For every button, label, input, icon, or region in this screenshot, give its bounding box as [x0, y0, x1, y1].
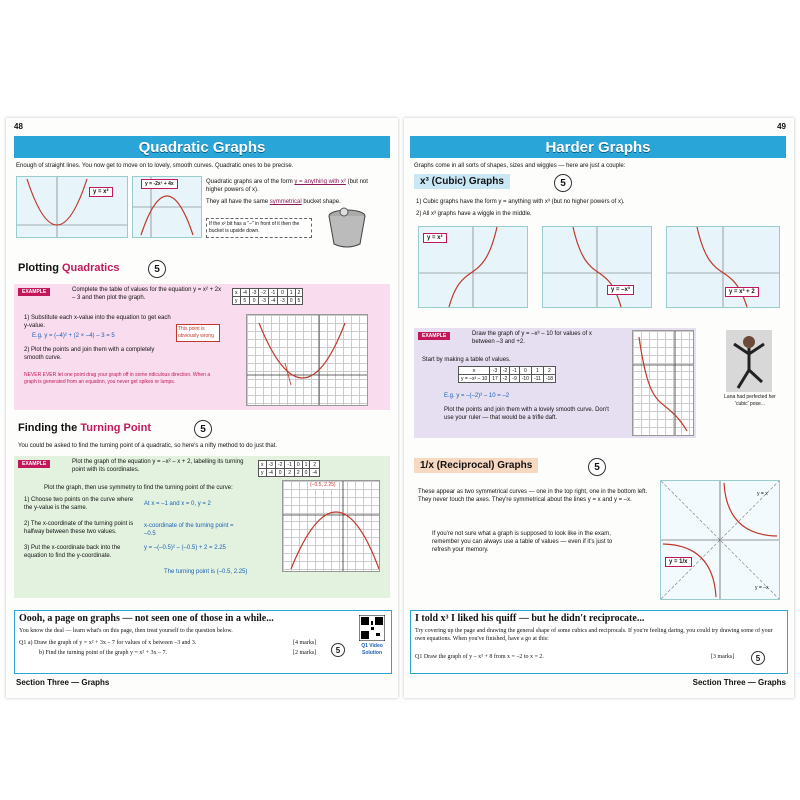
section-footer: Section Three — Graphs [16, 678, 110, 687]
left-page [6, 118, 398, 698]
reciprocal-tip: If you're not sure what a graph is supposed to look like in the exam, remember you can always use a table of values — even if it's just to refresh your memory. [432, 531, 613, 553]
step-1: 1) Substitute each x-value into the equation to get each y-value. [24, 315, 171, 329]
grade-badge: 5 [148, 260, 166, 278]
bucket-note: If the x² bit has a "–" in front of it then the bucket is upside down. [206, 218, 312, 238]
step-1: 1) Choose two points on the curve where the y-value is the same. [24, 497, 134, 511]
bucket-icon [324, 206, 370, 248]
step-2-answer: x-coordinate of the turning point = –0.5 [144, 523, 234, 537]
step-1-example: E.g. y = (–4)² + (2 × –4) – 3 = 5 [32, 333, 115, 339]
intro-text: Graphs come in all sorts of shapes, sizes and wiggles — here are just a couple: [414, 163, 626, 169]
example-tag: EXAMPLE [18, 460, 50, 468]
intro-text: Enough of straight lines. You now get to move on to lovely, smooth curves. Quadratic ones to be precise. [16, 163, 294, 169]
section-title-reciprocal: 1/x (Reciprocal) Graphs [414, 458, 538, 473]
photo-caption: Lana had perfected her 'cubic' pose... [724, 394, 776, 407]
example-tag: EXAMPLE [418, 332, 450, 340]
graph-label: y = x² [89, 187, 113, 197]
grade-badge: 5 [588, 458, 606, 476]
grade-badge: 5 [331, 643, 345, 657]
never-ever-note: NEVER EVER let one point drag your graph off in some ridiculous direction. When a graph is generated from an equation, you never get spikes or lumps. [24, 372, 211, 385]
cubic-point-2: 2) All x³ graphs have a wiggle in the middle. [416, 211, 532, 217]
section-title-cubic: x³ (Cubic) Graphs [414, 174, 510, 189]
example-question: Plot the graph of the equation y = –x² – x + 2, labelling its turning point with its coordinates. [72, 459, 244, 473]
question-1a: Q1 a) Draw the graph of y = x² + 3x – 7 for values of x between –3 and 3. [19, 640, 197, 646]
example-box-plotting [14, 284, 390, 410]
qr-caption: Q1 Video Solution [361, 643, 383, 656]
grade-badge: 5 [194, 420, 212, 438]
graph-label: y = -2x² + 4x [141, 179, 178, 189]
graph-cubic-1 [418, 226, 528, 308]
question-1a-marks: [4 marks] [293, 640, 317, 646]
cubic-down-icon [543, 227, 651, 307]
graph-label: y = x³ + 2 [725, 287, 759, 297]
value-table: x -3 -2 -1 0 1 2 y -4 0 2 2 0 -4 [258, 460, 320, 477]
page-title: Harder Graphs [410, 136, 786, 158]
footer-box [410, 610, 788, 674]
line-label: y = –x [755, 585, 769, 591]
shape-text: They all have the same symmetrical bucket shape. [206, 199, 341, 205]
plot-grid [632, 330, 694, 436]
cubic-point-1: 1) Cubic graphs have the form y = anything with x³ (but no higher powers of x). [416, 199, 625, 205]
question-1b-marks: [2 marks] [293, 650, 317, 656]
form-text: Quadratic graphs are of the form y = anything with x² (but not higher powers of x). [206, 179, 368, 193]
graph-label: y = –x³ [607, 285, 634, 295]
turning-intro: You could be asked to find the turning point of a quadratic, so here's a nifty method to do just that. [18, 443, 278, 449]
footer-text: Try covering up the page and drawing the general shape of some cubics and reciprocals. If you're feeling daring, you could try drawing some of your own equations. When you've finished, have a go at this: [415, 628, 773, 642]
graph-cubic-2 [542, 226, 652, 308]
value-table: x -3 -2 -1 0 1 2 y = –x³ – 10 17 -2 -9 -10 -11 -18 [458, 366, 556, 383]
plot-grid [282, 480, 380, 572]
turning-method-intro: Plot the graph, then use symmetry to find the turning point of the curve: [44, 485, 233, 491]
step-3: 3) Put the x-coordinate back into the equation to find the y-coordinate. [24, 545, 121, 559]
graph-cubic-3 [666, 226, 780, 308]
footer-title: Oooh, a page on graphs — not seen one of those in a while... [19, 613, 274, 624]
example-box-cubic [414, 328, 696, 438]
right-page [404, 118, 794, 698]
grade-badge: 5 [751, 651, 765, 665]
step-2: 2) Plot the points and join them with a completely smooth curve. [24, 347, 155, 361]
table-instruction: Start by making a table of values. [422, 357, 511, 363]
section-title-turning: Finding the Turning Point [18, 422, 151, 434]
page-title: Quadratic Graphs [14, 136, 390, 158]
turning-point-label: (–0.5, 2.25) [310, 482, 336, 488]
graph-reciprocal [660, 480, 780, 600]
value-table: x -4 -3 -2 -1 0 1 2 y 5 0 -3 -4 -3 0 5 [232, 288, 303, 305]
section-footer: Section Three — Graphs [692, 678, 786, 687]
graph-x-squared [16, 176, 128, 238]
footer-title: I told x³ I liked his quiff — but he didn't reciprocate... [415, 613, 645, 624]
step-1-answer: At x = –1 and x = 0, y = 2 [144, 501, 211, 507]
graph-label: y = 1/x [665, 557, 692, 567]
example-question: Complete the table of values for the equation y = x² + 2x – 3 and then plot the graph. [72, 287, 222, 301]
reciprocal-description: These appear as two symmetrical curves — one in the top right, one in the bottom left. They never touch the axes. They're symmetrical about the lines y = x and y = –x. [418, 489, 648, 503]
substitution-example: E.g. y = –(–2)³ – 10 = –2 [444, 393, 510, 399]
dancer-photo [726, 330, 772, 392]
graph-neg-quadratic [132, 176, 202, 238]
cubic-shift-icon [667, 227, 779, 307]
section-title-plotting: Plotting Quadratics [18, 262, 120, 274]
graph-label: y = x³ [423, 233, 447, 243]
turning-point-result: The turning point is (–0.5, 2.25) [164, 569, 248, 575]
step-3-answer: y = –(–0.5)² – (–0.5) + 2 = 2.25 [144, 545, 226, 551]
qr-code-icon[interactable] [359, 615, 385, 641]
cubic-curve [633, 331, 693, 435]
reciprocal-curve-icon [661, 481, 779, 599]
inverted-quadratic-curve [283, 481, 379, 571]
question-1b: b) Find the turning point of the graph y = x² + 3x – 7. [39, 650, 168, 656]
footer-text: You know the deal — learn what's on this page, then treat yourself to the question below. [19, 628, 233, 634]
footer-box [14, 610, 392, 674]
example-question: Draw the graph of y = –x³ – 10 for values of x between –3 and +2. [472, 331, 592, 345]
question-1: Q1 Draw the graph of y – x³ + 8 from x = –2 to x = 2. [415, 654, 544, 660]
page-number: 48 [14, 122, 23, 131]
plot-instruction: Plot the points and join them with a lovely smooth curve. Don't use your ruler — that would be a trifle daft. [444, 407, 609, 421]
parabola-up-icon [17, 177, 127, 237]
example-tag: EXAMPLE [18, 288, 50, 296]
quadratic-curve [247, 315, 367, 405]
step-2: 2) The x-coordinate of the turning point is halfway between these two values. [24, 521, 134, 535]
wrong-point-note: This point is obviously wrong [176, 324, 220, 342]
grade-badge: 5 [554, 174, 572, 192]
page-number: 49 [777, 122, 786, 131]
line-label: y = x [757, 491, 768, 497]
plot-grid [246, 314, 368, 406]
example-box-turning [14, 456, 390, 598]
question-1-marks: [3 marks] [711, 654, 735, 660]
